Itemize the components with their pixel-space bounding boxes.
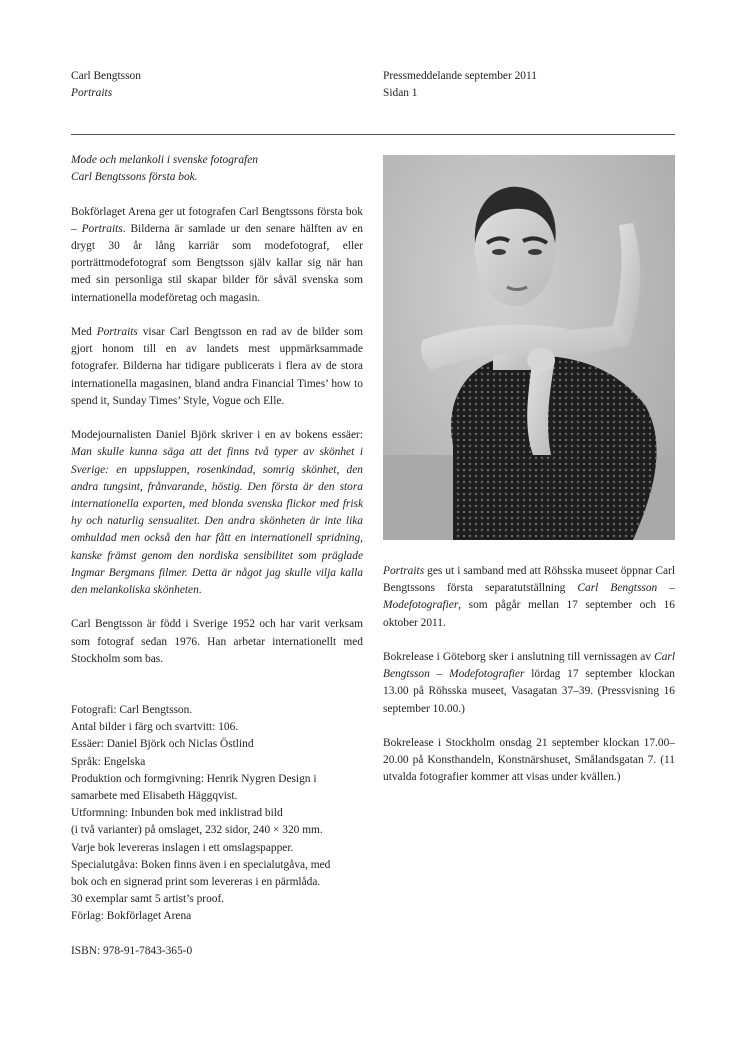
- spec-line: Förlag: Bokförlaget Arena: [71, 910, 192, 923]
- text-run: Bokförlaget Arena ger ut fotografen Carl Bengtssons första bok –: [71, 205, 363, 235]
- text-run: Med: [71, 326, 97, 338]
- right-column: [383, 563, 675, 804]
- spec-line: Essäer: Daniel Björk och Niclas Östlind: [71, 738, 254, 751]
- portrait-illustration: [383, 155, 675, 540]
- essay-quote: Man skulle kunna säga att det finns två typer av skönhet i Sverige: en uppsluppen, rosenkindad, somrig skönhet, den andra tungsint, frånvarande, höstig. Den första är den stora internationella exporten, med blonda svenska flickor med frisk hy och naturlig sensualitet. Den andra skönheten är inte lika omhuldad men också den har fått en internationell spridning, kanske främst genom den nordiska sensibilitet som präglade Ingmar Bergmans filmer. Detta är något jag skulle vilja kalla den melankoliska skönheten: [71, 446, 363, 597]
- left-column: [71, 152, 363, 960]
- spec-line: Varje bok levereras inslagen i ett omslagspapper.: [71, 841, 294, 854]
- isbn: ISBN: 978-91-7843-365-0: [71, 944, 193, 957]
- paragraph-portraits: [71, 324, 363, 410]
- paragraph-release-gothenburg: [383, 649, 675, 718]
- paragraph-quote: [71, 427, 363, 599]
- spec-line: Utformning: Inbunden bok med inklistrad bild: [71, 807, 283, 820]
- spec-line: Produktion och formgivning: Henrik Nygren Design i: [71, 772, 317, 785]
- text-run: Modejournalisten Daniel Björk skriver i en av bokens essäer:: [71, 429, 363, 442]
- spec-line: (i två varianter) på omslaget, 232 sidor, 240 × 320 mm.: [71, 824, 323, 837]
- header-left: [71, 68, 141, 102]
- text-run: lördag 17 september klockan 13.00 på Röhsska museet, Vasagatan 37–39. (Pressvisning 16 september 10.00.): [383, 668, 676, 715]
- portrait-photo: [383, 155, 675, 540]
- spec-line: Specialutgåva: Boken finns även i en specialutgåva, med: [71, 858, 331, 871]
- paragraph-release-stockholm: Bokrelease i Stockholm onsdag 21 september klockan 17.00–20.00 på Konsthandeln, Konstnärshuset, Smålandsgatan 7. (11 utvalda fotografier kommer att visas under kvällen.): [383, 737, 675, 784]
- exhibition-title: Carl Bengtsson – Modefotografier: [383, 651, 675, 681]
- spec-line: 30 exemplar samt 5 artist’s proof.: [71, 893, 225, 906]
- header-right: [383, 68, 537, 102]
- text-run: Bokrelease i Göteborg sker i anslutning till vernissagen av: [383, 651, 655, 663]
- header-release: Pressmeddelande september 2011: [383, 70, 537, 82]
- header-author: Carl Bengtsson: [71, 70, 141, 82]
- spec-line: Fotografi: Carl Bengtsson.: [71, 704, 193, 717]
- spec-line: samarbete med Elisabeth Häggqvist.: [71, 790, 238, 803]
- header-page-number: Sidan 1: [383, 87, 418, 100]
- text-run: . Bilderna är samlade ur den senare hälften av en drygt 30 år lång karriär som modefotograf, eller porträttmodefotograf som Bengtsson själv kallar sig när han med sin personliga stil skapar bilder för såväl svenska som internationella modeföretag och magasin.: [71, 222, 363, 304]
- lead-paragraph: [71, 152, 363, 186]
- spec-line: Språk: Engelska: [71, 755, 146, 768]
- paragraph-exhibition: [383, 563, 675, 632]
- lead-line-1: Mode och melankoli i svenske fotografen: [71, 154, 258, 166]
- paragraph-bio: Carl Bengtsson är född i Sverige 1952 och har varit verksam som fotograf sedan 1976. Han arbetar internationellt med Stockholm som bas.: [71, 618, 363, 665]
- spec-line: bok och en signerad print som levereras i en pärmlåda.: [71, 876, 321, 889]
- lead-line-2: Carl Bengtssons första bok.: [71, 171, 198, 184]
- text-run: visar Carl Bengtsson en rad av de bilder som gjort honom till en av landets mest uppmärksammade fotografer. Bilderna har tidigare publicerats i flera av de stora internationella magasinen, bland andra Financial Times’ how to spend it, Sunday Times’ Style, Vogue och Elle.: [71, 326, 363, 407]
- book-title-ref: Portraits: [383, 565, 425, 577]
- text-run: , som pågår mellan 17 september och 16 oktober 2011.: [383, 599, 675, 629]
- exhibition-title: Carl Bengtsson – Modefotografier: [383, 582, 675, 612]
- header-book-title: Portraits: [71, 87, 113, 100]
- spec-line: Antal bilder i färg och svartvitt: 106.: [71, 721, 239, 734]
- book-title-ref: Portraits: [81, 222, 123, 235]
- header-divider: [71, 134, 675, 135]
- book-title-ref: Portraits: [96, 326, 138, 338]
- text-run: .: [198, 584, 202, 597]
- text-run: ges ut i samband med att Röhsska museet öppnar Carl Bengtssons första separatutställning: [383, 565, 675, 595]
- paragraph-intro: [71, 204, 363, 307]
- book-specs: [71, 702, 363, 926]
